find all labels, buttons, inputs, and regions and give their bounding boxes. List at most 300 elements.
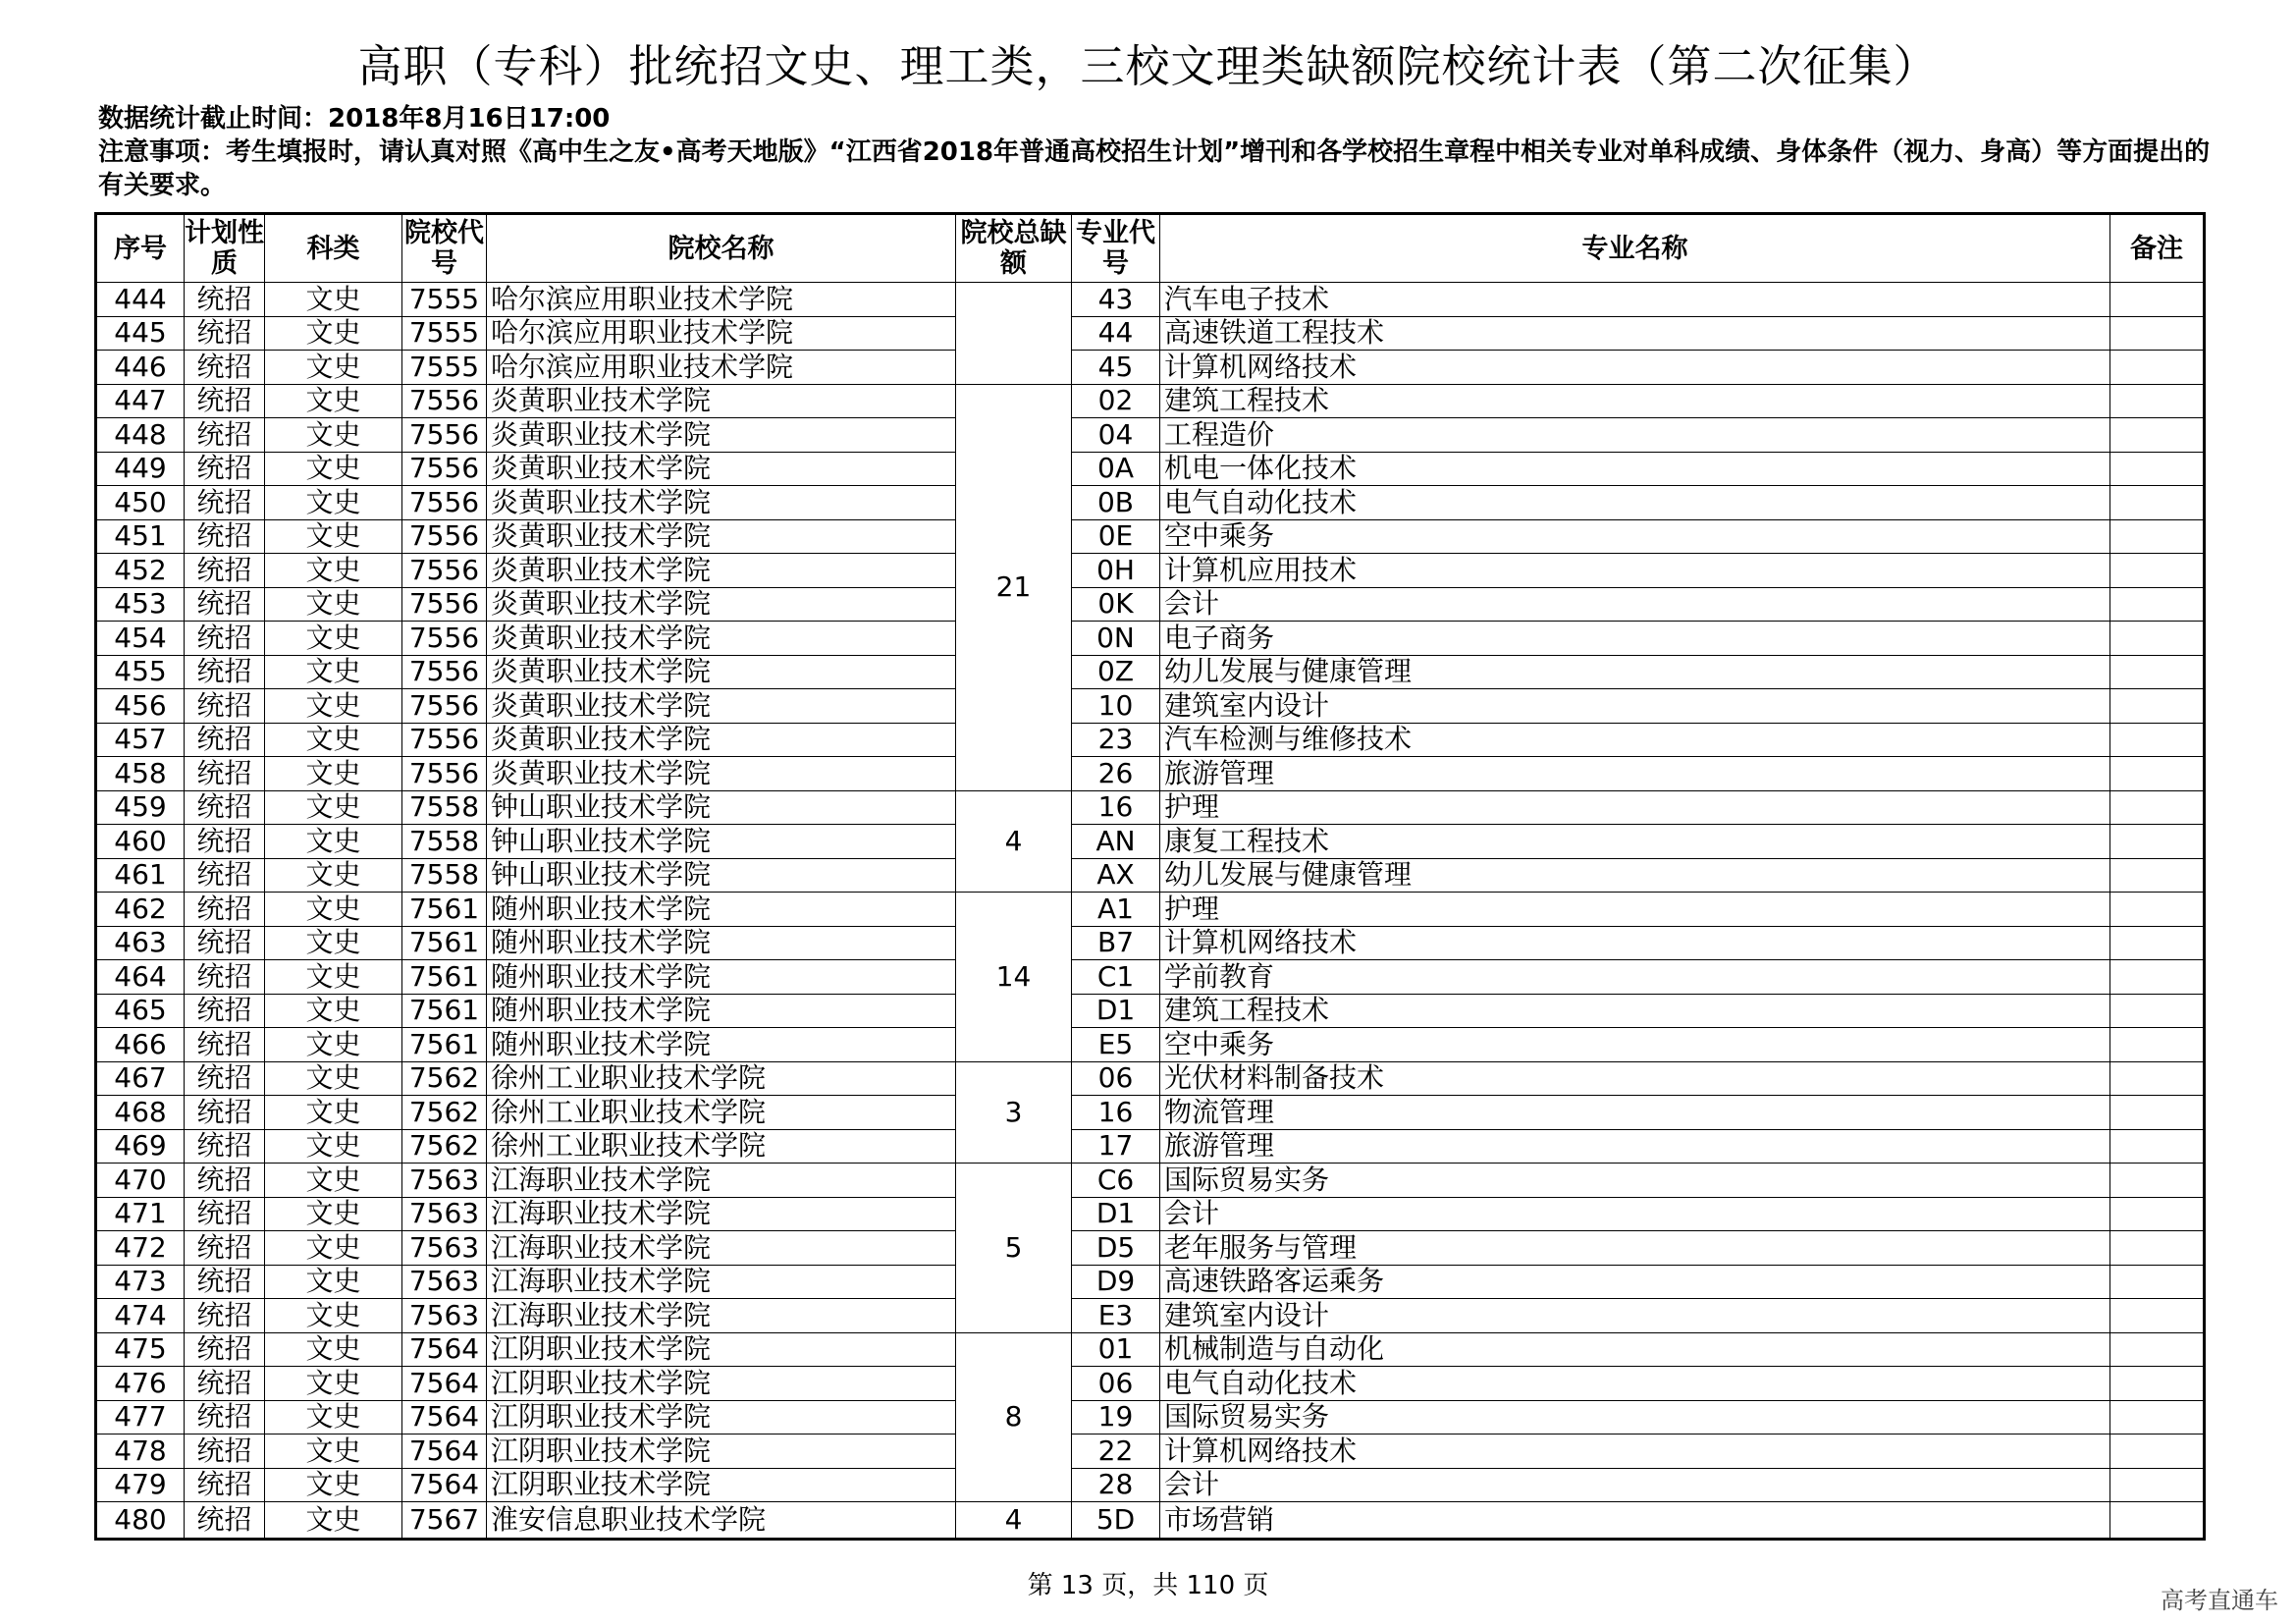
cell-major-code: D9 [1072, 1265, 1160, 1299]
cell-major-name: 护理 [1160, 893, 2110, 927]
cell-index: 472 [96, 1231, 185, 1266]
cell-school-code: 7562 [402, 1096, 487, 1130]
cell-category: 文史 [265, 723, 402, 757]
cell-major-name: 康复工程技术 [1160, 825, 2110, 859]
cell-remarks [2110, 384, 2205, 418]
cell-category: 文史 [265, 1502, 402, 1540]
table-row [96, 283, 2205, 317]
cell-plan-type: 统招 [185, 1197, 265, 1231]
cell-school-name: 随州职业技术学院 [487, 893, 956, 927]
cell-category: 文史 [265, 622, 402, 656]
cell-major-code: 0E [1072, 519, 1160, 554]
cell-category: 文史 [265, 519, 402, 554]
cell-remarks [2110, 960, 2205, 995]
cell-major-code: 22 [1072, 1435, 1160, 1469]
cell-plan-type: 统招 [185, 825, 265, 859]
table-row [96, 1299, 2205, 1333]
cell-school-name: 江阴职业技术学院 [487, 1400, 956, 1435]
cell-major-name: 空中乘务 [1160, 1028, 2110, 1062]
cell-major-code: 10 [1072, 689, 1160, 724]
cell-category: 文史 [265, 1435, 402, 1469]
cell-plan-type: 统招 [185, 519, 265, 554]
cell-remarks [2110, 1502, 2205, 1540]
cell-remarks [2110, 655, 2205, 689]
cell-remarks [2110, 1231, 2205, 1266]
vacancy-table [94, 212, 2206, 1541]
cell-major-name: 会计 [1160, 1197, 2110, 1231]
table-row [96, 1028, 2205, 1062]
cell-major-code: 0A [1072, 452, 1160, 486]
cell-plan-type: 统招 [185, 1435, 265, 1469]
cell-major-name: 建筑室内设计 [1160, 1299, 2110, 1333]
cell-school-name: 江海职业技术学院 [487, 1164, 956, 1198]
cell-major-name: 国际贸易实务 [1160, 1164, 2110, 1198]
cell-plan-type: 统招 [185, 283, 265, 317]
cell-plan-type: 统招 [185, 1265, 265, 1299]
cell-major-code: 23 [1072, 723, 1160, 757]
cell-plan-type: 统招 [185, 1028, 265, 1062]
cell-remarks [2110, 723, 2205, 757]
cell-major-name: 计算机应用技术 [1160, 554, 2110, 588]
cell-school-code: 7555 [402, 316, 487, 351]
cell-index: 454 [96, 622, 185, 656]
cell-major-name: 学前教育 [1160, 960, 2110, 995]
cell-major-code: 5D [1072, 1502, 1160, 1540]
cell-school-name: 徐州工业职业技术学院 [487, 1129, 956, 1164]
cell-school-name: 钟山职业技术学院 [487, 858, 956, 893]
header-major-name: 专业名称 [1160, 214, 2110, 283]
cell-school-vacancy: 4 [956, 1502, 1072, 1540]
table-row [96, 418, 2205, 453]
cell-category: 文史 [265, 1265, 402, 1299]
cell-school-code: 7556 [402, 723, 487, 757]
cell-index: 479 [96, 1468, 185, 1502]
cell-major-code: 16 [1072, 1096, 1160, 1130]
table-row [96, 587, 2205, 622]
cell-category: 文史 [265, 1299, 402, 1333]
cell-plan-type: 统招 [185, 351, 265, 385]
table-row [96, 384, 2205, 418]
cell-school-name: 随州职业技术学院 [487, 1028, 956, 1062]
page-title: 高职（专科）批统招文史、理工类，三校文理类缺额院校统计表（第二次征集） [357, 40, 1939, 92]
cell-index: 474 [96, 1299, 185, 1333]
cell-category: 文史 [265, 994, 402, 1028]
cell-major-name: 机械制造与自动化 [1160, 1332, 2110, 1367]
cell-school-name: 随州职业技术学院 [487, 994, 956, 1028]
cell-school-name: 江海职业技术学院 [487, 1197, 956, 1231]
cell-school-code: 7556 [402, 418, 487, 453]
cell-school-code: 7558 [402, 790, 487, 825]
cell-major-code: E5 [1072, 1028, 1160, 1062]
cell-index: 461 [96, 858, 185, 893]
cell-school-name: 钟山职业技术学院 [487, 790, 956, 825]
cell-remarks [2110, 351, 2205, 385]
cell-school-code: 7562 [402, 1129, 487, 1164]
cell-category: 文史 [265, 316, 402, 351]
cell-plan-type: 统招 [185, 1164, 265, 1198]
cell-school-name: 炎黄职业技术学院 [487, 757, 956, 791]
cell-plan-type: 统招 [185, 316, 265, 351]
cell-major-name: 物流管理 [1160, 1096, 2110, 1130]
cell-index: 449 [96, 452, 185, 486]
cell-major-code: 0N [1072, 622, 1160, 656]
cell-index: 447 [96, 384, 185, 418]
cell-category: 文史 [265, 757, 402, 791]
cell-index: 473 [96, 1265, 185, 1299]
cell-major-name: 会计 [1160, 1468, 2110, 1502]
cell-major-name: 工程造价 [1160, 418, 2110, 453]
cell-major-name: 国际贸易实务 [1160, 1400, 2110, 1435]
cell-index: 469 [96, 1129, 185, 1164]
cell-major-code: 0K [1072, 587, 1160, 622]
cell-remarks [2110, 554, 2205, 588]
cell-school-vacancy: 5 [956, 1164, 1072, 1333]
cell-major-name: 建筑工程技术 [1160, 994, 2110, 1028]
cell-school-name: 江阴职业技术学院 [487, 1435, 956, 1469]
cell-school-name: 淮安信息职业技术学院 [487, 1502, 956, 1540]
table-row [96, 1435, 2205, 1469]
table-row [96, 893, 2205, 927]
cell-major-code: AN [1072, 825, 1160, 859]
cell-plan-type: 统招 [185, 1231, 265, 1266]
cell-major-name: 市场营销 [1160, 1502, 2110, 1540]
cell-index: 448 [96, 418, 185, 453]
cell-category: 文史 [265, 418, 402, 453]
cell-plan-type: 统招 [185, 994, 265, 1028]
cell-school-code: 7564 [402, 1435, 487, 1469]
cell-plan-type: 统招 [185, 960, 265, 995]
cell-school-name: 炎黄职业技术学院 [487, 689, 956, 724]
cell-major-code: 04 [1072, 418, 1160, 453]
cell-remarks [2110, 452, 2205, 486]
cell-major-code: 01 [1072, 1332, 1160, 1367]
header-school-code: 院校代号 [402, 214, 487, 283]
cell-remarks [2110, 1435, 2205, 1469]
cell-school-code: 7564 [402, 1367, 487, 1401]
header-category: 科类 [265, 214, 402, 283]
cell-major-code: D5 [1072, 1231, 1160, 1266]
cell-major-name: 幼儿发展与健康管理 [1160, 655, 2110, 689]
cell-remarks [2110, 1332, 2205, 1367]
cell-category: 文史 [265, 1129, 402, 1164]
cell-school-code: 7561 [402, 1028, 487, 1062]
cell-school-code: 7556 [402, 384, 487, 418]
cell-major-code: 02 [1072, 384, 1160, 418]
header-school-name: 院校名称 [487, 214, 956, 283]
cell-plan-type: 统招 [185, 1332, 265, 1367]
cell-school-code: 7564 [402, 1400, 487, 1435]
cell-category: 文史 [265, 1468, 402, 1502]
table-row [96, 1332, 2205, 1367]
cell-category: 文史 [265, 554, 402, 588]
cell-school-code: 7556 [402, 486, 487, 520]
cell-index: 462 [96, 893, 185, 927]
cell-major-code: C6 [1072, 1164, 1160, 1198]
cell-plan-type: 统招 [185, 1367, 265, 1401]
cell-remarks [2110, 1265, 2205, 1299]
cell-plan-type: 统招 [185, 1299, 265, 1333]
table-row [96, 1197, 2205, 1231]
cell-remarks [2110, 926, 2205, 960]
cell-major-code: B7 [1072, 926, 1160, 960]
table-row [96, 486, 2205, 520]
header-remarks: 备注 [2110, 214, 2205, 283]
cell-category: 文史 [265, 825, 402, 859]
table-row [96, 825, 2205, 859]
watermark-text: 高考直通车 [2161, 1587, 2278, 1614]
cell-school-code: 7563 [402, 1265, 487, 1299]
cell-category: 文史 [265, 1061, 402, 1096]
cell-school-name: 炎黄职业技术学院 [487, 452, 956, 486]
table-row [96, 960, 2205, 995]
cell-major-code: A1 [1072, 893, 1160, 927]
cell-index: 444 [96, 283, 185, 317]
cell-school-code: 7558 [402, 858, 487, 893]
cell-major-name: 计算机网络技术 [1160, 926, 2110, 960]
cell-school-code: 7556 [402, 655, 487, 689]
table-row [96, 1502, 2205, 1540]
cell-major-code: C1 [1072, 960, 1160, 995]
cell-school-name: 哈尔滨应用职业技术学院 [487, 316, 956, 351]
cell-major-code: 06 [1072, 1061, 1160, 1096]
cell-plan-type: 统招 [185, 1400, 265, 1435]
cell-category: 文史 [265, 587, 402, 622]
cell-school-code: 7564 [402, 1332, 487, 1367]
cell-school-name: 炎黄职业技术学院 [487, 384, 956, 418]
cell-major-code: 44 [1072, 316, 1160, 351]
cell-school-vacancy: 8 [956, 1332, 1072, 1502]
cell-school-name: 炎黄职业技术学院 [487, 587, 956, 622]
table-row [96, 1468, 2205, 1502]
cell-index: 467 [96, 1061, 185, 1096]
cell-plan-type: 统招 [185, 1129, 265, 1164]
table-row [96, 1129, 2205, 1164]
cell-major-name: 电气自动化技术 [1160, 1367, 2110, 1401]
cell-plan-type: 统招 [185, 1096, 265, 1130]
cell-school-code: 7556 [402, 519, 487, 554]
cell-index: 465 [96, 994, 185, 1028]
cell-category: 文史 [265, 689, 402, 724]
cell-school-code: 7567 [402, 1502, 487, 1540]
cell-school-code: 7563 [402, 1231, 487, 1266]
cell-plan-type: 统招 [185, 689, 265, 724]
cell-school-name: 江海职业技术学院 [487, 1299, 956, 1333]
cell-major-code: 0H [1072, 554, 1160, 588]
cell-school-code: 7561 [402, 960, 487, 995]
cell-category: 文史 [265, 1400, 402, 1435]
cell-remarks [2110, 689, 2205, 724]
cell-major-name: 汽车检测与维修技术 [1160, 723, 2110, 757]
cell-school-name: 徐州工业职业技术学院 [487, 1061, 956, 1096]
cell-school-vacancy: 14 [956, 893, 1072, 1062]
cell-category: 文史 [265, 790, 402, 825]
cell-index: 470 [96, 1164, 185, 1198]
table-row [96, 1265, 2205, 1299]
cell-school-name: 江阴职业技术学院 [487, 1367, 956, 1401]
cell-school-code: 7556 [402, 689, 487, 724]
cell-school-name: 江阴职业技术学院 [487, 1468, 956, 1502]
cell-remarks [2110, 757, 2205, 791]
cell-category: 文史 [265, 858, 402, 893]
cell-school-name: 哈尔滨应用职业技术学院 [487, 351, 956, 385]
cell-remarks [2110, 994, 2205, 1028]
cell-school-code: 7556 [402, 452, 487, 486]
cell-school-name: 炎黄职业技术学院 [487, 723, 956, 757]
table-row [96, 622, 2205, 656]
cell-index: 478 [96, 1435, 185, 1469]
cell-index: 459 [96, 790, 185, 825]
data-cutoff-time: 数据统计截止时间：2018年8月16日17:00 [98, 104, 611, 134]
cell-school-code: 7561 [402, 893, 487, 927]
cell-major-code: 28 [1072, 1468, 1160, 1502]
cell-category: 文史 [265, 384, 402, 418]
cell-plan-type: 统招 [185, 622, 265, 656]
cell-school-name: 江海职业技术学院 [487, 1265, 956, 1299]
table-row [96, 994, 2205, 1028]
cell-school-code: 7555 [402, 283, 487, 317]
cell-major-name: 高速铁道工程技术 [1160, 316, 2110, 351]
cell-major-name: 电气自动化技术 [1160, 486, 2110, 520]
cell-major-name: 建筑工程技术 [1160, 384, 2110, 418]
cell-index: 463 [96, 926, 185, 960]
cell-major-name: 高速铁路客运乘务 [1160, 1265, 2110, 1299]
cell-index: 476 [96, 1367, 185, 1401]
table-row [96, 519, 2205, 554]
cell-remarks [2110, 1164, 2205, 1198]
table-row [96, 689, 2205, 724]
cell-school-name: 炎黄职业技术学院 [487, 554, 956, 588]
header-major-code: 专业代号 [1072, 214, 1160, 283]
cell-school-code: 7563 [402, 1299, 487, 1333]
cell-plan-type: 统招 [185, 757, 265, 791]
cell-plan-type: 统招 [185, 554, 265, 588]
cell-index: 453 [96, 587, 185, 622]
cell-category: 文史 [265, 452, 402, 486]
cell-plan-type: 统招 [185, 723, 265, 757]
cell-plan-type: 统招 [185, 790, 265, 825]
cell-category: 文史 [265, 486, 402, 520]
cell-category: 文史 [265, 1197, 402, 1231]
table-row [96, 1367, 2205, 1401]
table-row [96, 452, 2205, 486]
cell-major-code: 17 [1072, 1129, 1160, 1164]
cell-plan-type: 统招 [185, 1468, 265, 1502]
cell-category: 文史 [265, 655, 402, 689]
table-row [96, 655, 2205, 689]
cell-school-name: 哈尔滨应用职业技术学院 [487, 283, 956, 317]
cell-index: 460 [96, 825, 185, 859]
cell-major-code: E3 [1072, 1299, 1160, 1333]
cell-major-code: 0Z [1072, 655, 1160, 689]
cell-major-name: 护理 [1160, 790, 2110, 825]
cell-category: 文史 [265, 1367, 402, 1401]
cell-major-name: 计算机网络技术 [1160, 351, 2110, 385]
cell-remarks [2110, 858, 2205, 893]
cell-major-code: 45 [1072, 351, 1160, 385]
cell-remarks [2110, 893, 2205, 927]
cell-school-code: 7556 [402, 587, 487, 622]
cell-school-name: 江海职业技术学院 [487, 1231, 956, 1266]
table-row [96, 790, 2205, 825]
cell-index: 475 [96, 1332, 185, 1367]
table-row [96, 1400, 2205, 1435]
cell-school-code: 7556 [402, 757, 487, 791]
cell-school-name: 炎黄职业技术学院 [487, 655, 956, 689]
table-body [96, 283, 2205, 1540]
cell-category: 文史 [265, 926, 402, 960]
cell-category: 文史 [265, 351, 402, 385]
cell-category: 文史 [265, 893, 402, 927]
cell-school-name: 随州职业技术学院 [487, 960, 956, 995]
table-row [96, 316, 2205, 351]
cell-major-name: 空中乘务 [1160, 519, 2110, 554]
cell-major-name: 机电一体化技术 [1160, 452, 2110, 486]
cell-school-code: 7563 [402, 1197, 487, 1231]
cell-major-code: D1 [1072, 994, 1160, 1028]
table-row [96, 1164, 2205, 1198]
cell-major-code: 0B [1072, 486, 1160, 520]
cell-major-code: AX [1072, 858, 1160, 893]
cell-index: 458 [96, 757, 185, 791]
cell-remarks [2110, 418, 2205, 453]
cell-major-code: 16 [1072, 790, 1160, 825]
table-row [96, 1096, 2205, 1130]
page-footer: 第 13 页，共 110 页 [1027, 1571, 1269, 1600]
cell-major-name: 旅游管理 [1160, 757, 2110, 791]
cell-category: 文史 [265, 1164, 402, 1198]
table-row [96, 351, 2205, 385]
cell-remarks [2110, 1129, 2205, 1164]
header-index: 序号 [96, 214, 185, 283]
header-plan-type: 计划性质 [185, 214, 265, 283]
cell-index: 471 [96, 1197, 185, 1231]
cell-remarks [2110, 587, 2205, 622]
table-row [96, 723, 2205, 757]
cell-index: 450 [96, 486, 185, 520]
cell-index: 477 [96, 1400, 185, 1435]
cell-school-code: 7558 [402, 825, 487, 859]
cell-index: 464 [96, 960, 185, 995]
cell-school-vacancy [956, 283, 1072, 385]
cell-remarks [2110, 486, 2205, 520]
cell-major-name: 光伏材料制备技术 [1160, 1061, 2110, 1096]
cell-school-name: 炎黄职业技术学院 [487, 418, 956, 453]
cell-plan-type: 统招 [185, 486, 265, 520]
cell-category: 文史 [265, 283, 402, 317]
cell-major-name: 电子商务 [1160, 622, 2110, 656]
cell-category: 文史 [265, 1231, 402, 1266]
cell-plan-type: 统招 [185, 655, 265, 689]
cell-remarks [2110, 1367, 2205, 1401]
cell-plan-type: 统招 [185, 452, 265, 486]
cell-remarks [2110, 825, 2205, 859]
cell-category: 文史 [265, 1028, 402, 1062]
cell-school-code: 7561 [402, 926, 487, 960]
cell-plan-type: 统招 [185, 587, 265, 622]
cell-school-vacancy: 4 [956, 790, 1072, 893]
cell-major-name: 旅游管理 [1160, 1129, 2110, 1164]
cell-major-code: 06 [1072, 1367, 1160, 1401]
cell-school-code: 7556 [402, 554, 487, 588]
table-row [96, 926, 2205, 960]
cell-major-name: 老年服务与管理 [1160, 1231, 2110, 1266]
cell-major-name: 汽车电子技术 [1160, 283, 2110, 317]
cell-index: 455 [96, 655, 185, 689]
cell-school-vacancy: 21 [956, 384, 1072, 790]
cell-remarks [2110, 283, 2205, 317]
cell-index: 457 [96, 723, 185, 757]
cell-school-code: 7556 [402, 622, 487, 656]
